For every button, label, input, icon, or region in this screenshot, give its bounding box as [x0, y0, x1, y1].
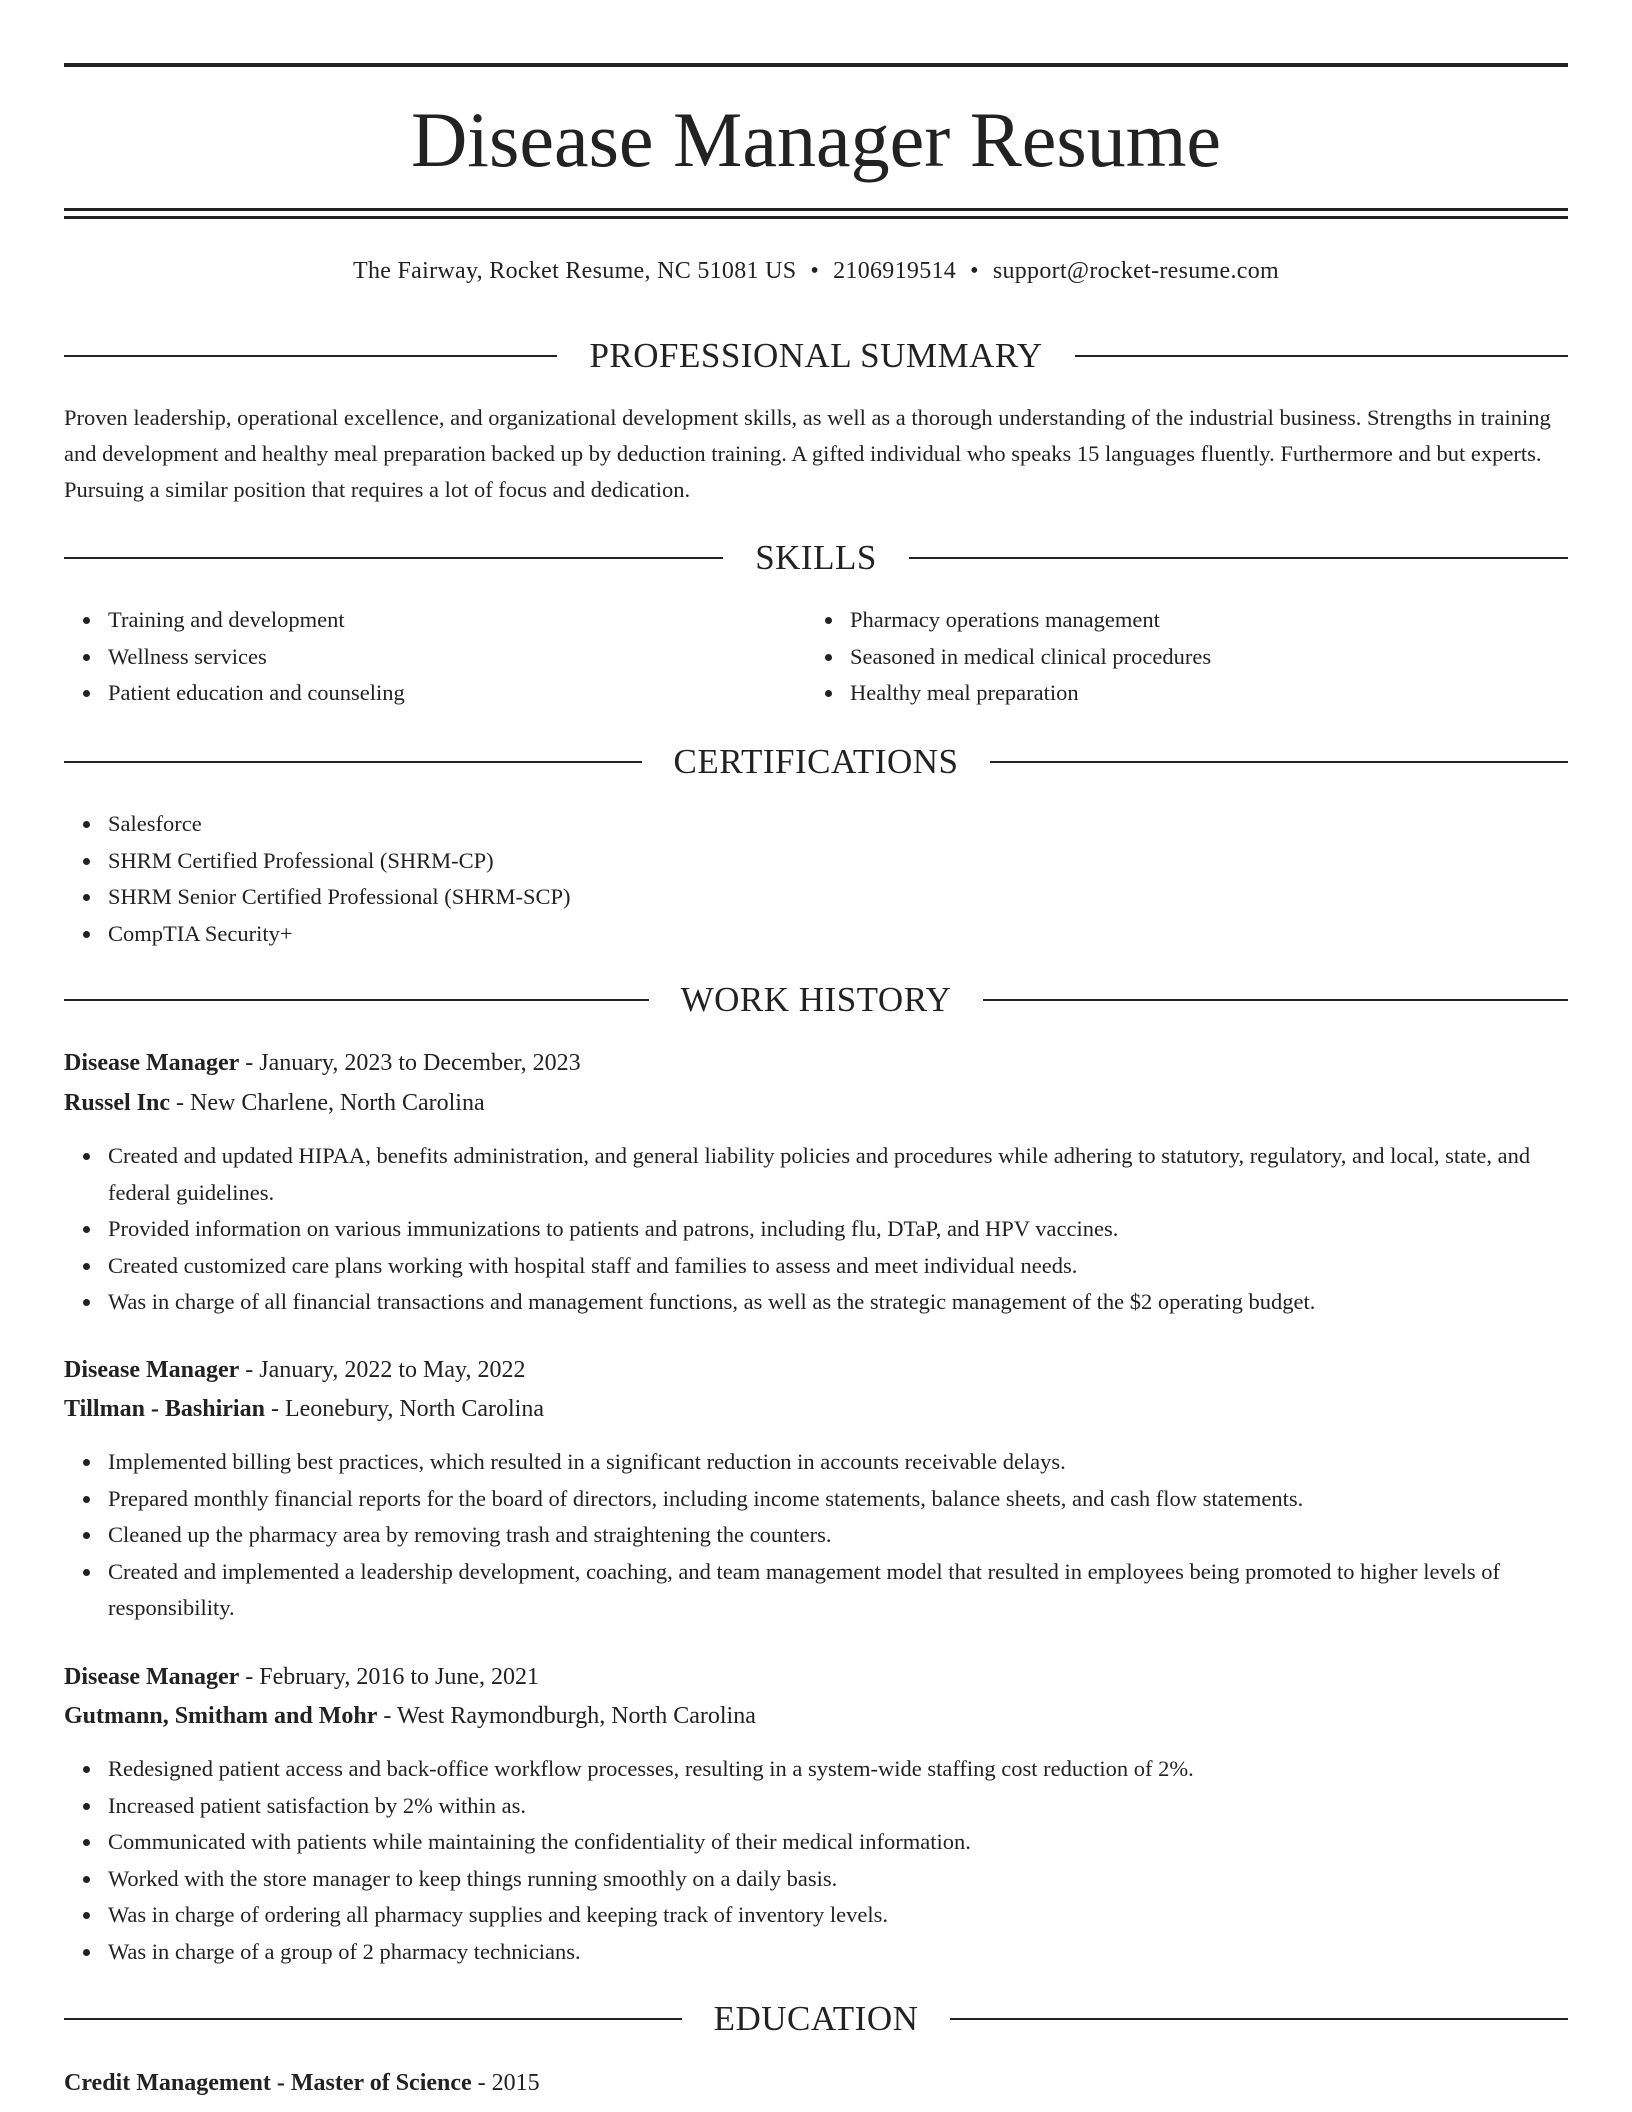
job-bullet: Communicated with patients while maintaining the confidentiality of their medical information.	[108, 1824, 1568, 1861]
job-title: Disease Manager	[64, 1664, 240, 1690]
certification-item: SHRM Certified Professional (SHRM-CP)	[108, 843, 1568, 880]
job-dates: - February, 2016 to June, 2021	[239, 1664, 540, 1690]
job-dates: - January, 2023 to December, 2023	[239, 1050, 581, 1076]
title-double-rule-upper	[64, 208, 1568, 211]
skill-item: Seasoned in medical clinical procedures	[850, 639, 1550, 676]
section-heading-summary	[64, 336, 1568, 376]
section-heading-education	[64, 1999, 1568, 2039]
skill-item: Pharmacy operations management	[850, 602, 1550, 639]
divider	[990, 761, 1568, 763]
education-entry	[64, 2068, 1568, 2098]
skill-item: Training and development	[108, 602, 808, 639]
job-bullet: Created and implemented a leadership development, coaching, and team management model that resulted in employees being promoted to higher levels of responsibility.	[108, 1554, 1568, 1627]
section-heading-work-history	[64, 980, 1568, 1020]
job-bullet: Created customized care plans working with hospital staff and families to assess and meet individual needs.	[108, 1248, 1568, 1285]
job-bullet: Cleaned up the pharmacy area by removing trash and straightening the counters.	[108, 1517, 1568, 1554]
skill-item: Wellness services	[108, 639, 808, 676]
job-dates: - January, 2022 to May, 2022	[239, 1357, 526, 1383]
contact-line	[0, 256, 1632, 286]
section-heading-label: SKILLS	[755, 538, 877, 577]
job-company: Tillman - Bashirian	[64, 1396, 265, 1422]
section-heading-label: EDUCATION	[713, 1999, 919, 2038]
job-company: Russel Inc	[64, 1090, 171, 1116]
section-heading-skills	[64, 538, 1568, 578]
job-bullet: Created and updated HIPAA, benefits administration, and general liability policies and procedures while adhering to statutory, regulatory, and local, state, and federal guidelines.	[108, 1138, 1568, 1211]
divider	[909, 557, 1568, 559]
job-bullet: Redesigned patient access and back-office workflow processes, resulting in a system-wide staffing cost reduction of 2%.	[108, 1751, 1568, 1788]
job-bullet: Was in charge of all financial transactions and management functions, as well as the strategic management of the $2 operating budget.	[108, 1284, 1568, 1321]
job-bullet: Was in charge of ordering all pharmacy supplies and keeping track of inventory levels.	[108, 1897, 1568, 1934]
job-company: Gutmann, Smitham and Mohr	[64, 1703, 378, 1729]
job-title-line	[64, 1048, 1568, 1078]
divider	[64, 2018, 682, 2020]
job-location: - Leonebury, North Carolina	[264, 1396, 544, 1422]
divider	[64, 557, 723, 559]
certification-item: SHRM Senior Certified Professional (SHRM-SCP)	[108, 879, 1568, 916]
divider	[64, 761, 642, 763]
job-location: - West Raymondburgh, North Carolina	[377, 1703, 756, 1729]
job-location: - New Charlene, North Carolina	[170, 1090, 485, 1116]
job-bullets	[64, 1751, 1568, 1970]
skill-item: Patient education and counseling	[108, 675, 808, 712]
page-title: Disease Manager Resume	[410, 96, 1222, 183]
section-heading-certifications	[64, 742, 1568, 782]
contact-address: The Fairway, Rocket Resume, NC 51081 US	[352, 258, 797, 284]
summary-paragraph: Proven leadership, operational excellence, and organizational development skills, as well as a thorough understanding of the industrial business. Strengths in training and development and healthy meal preparation backed up by deduction training. A gifted individual who speaks 15 languages fluently. Furthermore and but experts. Pursuing a similar position that requires a lot of focus and dedication.	[64, 405, 1551, 502]
job-title-line	[64, 1355, 1568, 1385]
job-title-line	[64, 1662, 1568, 1692]
section-heading-label: PROFESSIONAL SUMMARY	[589, 336, 1043, 375]
job-bullet: Was in charge of a group of 2 pharmacy technicians.	[108, 1934, 1568, 1971]
certification-item: Salesforce	[108, 806, 1568, 843]
contact-separator: •	[810, 258, 820, 284]
top-rule	[64, 63, 1568, 67]
job-bullet: Worked with the store manager to keep things running smoothly on a daily basis.	[108, 1861, 1568, 1898]
job-bullet: Increased patient satisfaction by 2% within as.	[108, 1788, 1568, 1825]
education-year: - 2015	[471, 2070, 540, 2096]
divider	[64, 355, 557, 357]
job-company-line	[64, 1088, 1568, 1118]
contact-email: support@rocket-resume.com	[992, 258, 1279, 284]
job-bullet: Prepared monthly financial reports for the board of directors, including income statements, balance sheets, and cash flow statements.	[108, 1481, 1568, 1518]
certifications-list	[64, 806, 1568, 952]
divider	[64, 999, 649, 1001]
job-bullets	[64, 1444, 1568, 1627]
job-bullets	[64, 1138, 1568, 1321]
skills-list-left	[64, 602, 808, 712]
certification-item: CompTIA Security+	[108, 916, 1568, 953]
job-title: Disease Manager	[64, 1050, 240, 1076]
job-company-line	[64, 1394, 1568, 1424]
divider	[1075, 355, 1568, 357]
section-heading-label: CERTIFICATIONS	[673, 742, 959, 781]
contact-separator: •	[970, 258, 979, 284]
divider	[950, 2018, 1568, 2020]
skill-item: Healthy meal preparation	[850, 675, 1550, 712]
section-heading-label: WORK HISTORY	[680, 980, 952, 1019]
title-double-rule-lower	[64, 216, 1568, 219]
divider	[983, 999, 1568, 1001]
job-bullet: Provided information on various immunizations to patients and patrons, including flu, DTaP, and HPV vaccines.	[108, 1211, 1568, 1248]
job-bullet: Implemented billing best practices, which resulted in a significant reduction in accounts receivable delays.	[108, 1444, 1568, 1481]
skills-list-right	[806, 602, 1550, 712]
job-company-line	[64, 1701, 1568, 1731]
job-title: Disease Manager	[64, 1357, 240, 1383]
education-degree: Credit Management - Master of Science	[64, 2070, 472, 2096]
contact-phone: 2106919514	[833, 258, 957, 284]
